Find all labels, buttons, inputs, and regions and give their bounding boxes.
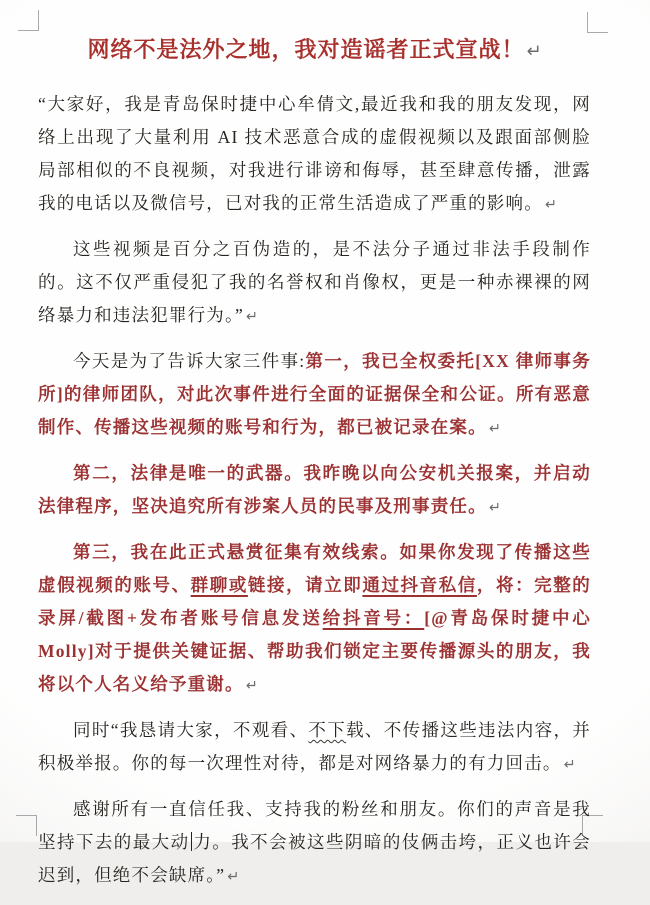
text-segment: ，将：完整的录屏/截图+发布者账号信息发送 <box>38 575 592 628</box>
text-segment: “大家好，我是青岛保时捷中心牟倩文,最近我和我的朋友发现，网络上出现了大量利用 AI 技术恶意合成的虚假视频以及跟面部侧脸局部相似的不良视频，对我进行诽谤和侮辱，甚至肆意传播，泄露我的电话以及微信号，已对我的正常生活造成了严重的影响。 <box>38 94 591 213</box>
text-boundary-mark-bottom-left <box>16 815 37 836</box>
text-segment: 通过抖音私信 <box>362 575 477 595</box>
text-segment: 力。我不会被这些阴暗的伎俩击垮，正义也许会迟到，但绝不会缺席。” <box>38 832 591 885</box>
paragraph-mark-icon: ↵ <box>227 869 240 885</box>
text-segment: 今天是为了告诉大家三件事: <box>73 351 306 371</box>
paragraph-5[interactable] <box>38 536 591 703</box>
text-segment: 第一，我已全权委托[XX 律师事务所]的律师团队，对此次事件进行全面的证据保全和公证。所有恶意制作、传播这些视频的账号和行为，都已被记录在案。 <box>38 351 591 437</box>
paragraph-7[interactable] <box>38 793 591 894</box>
text-segment: 链接，请立即 <box>247 575 363 595</box>
text-boundary-mark-top-right <box>587 12 608 33</box>
text-segment: 第二，法律是唯一的武器。我昨晚以向公安机关报案，并启动法律程序，坚决追究所有涉案人员的民事及刑事责任。 <box>38 463 591 516</box>
text-segment: 同时“我恳请大家，不观看、 <box>73 720 309 740</box>
paragraph-1[interactable] <box>38 88 591 222</box>
text-segment: [@青岛保时捷中心 Molly]对于提供关键证据、帮助我们锁定主要传播源头的朋友，我将以个人名义给予重谢。 <box>38 608 591 694</box>
text-boundary-mark-top-left <box>18 10 39 31</box>
paragraph-6[interactable] <box>38 714 591 782</box>
paragraph-mark-icon: ↵ <box>526 41 542 62</box>
paragraph-mark-icon: ↵ <box>245 309 258 325</box>
paragraph-4[interactable] <box>38 457 591 525</box>
text-area[interactable] <box>38 34 591 905</box>
text-segment: 感谢所有一直信任我、支持我的粉丝和朋友。你们的声音是我坚持下去的最大动 <box>38 799 591 852</box>
text-segment: 载、不传播这些违法内容，并积极举报。你的每一次理性对待，都是对网络暴力的有力回击。 <box>38 720 592 773</box>
document-title <box>38 34 591 68</box>
text-segment: 群聊或 <box>190 575 248 595</box>
paragraphs <box>38 88 591 894</box>
text-segment: 这些视频是百分之百伪造的，是不法分子通过非法手段制作的。这不仅严重侵犯了我的名誉权和肖像权，更是一种赤裸裸的网络暴力和违法犯罪行为。” <box>38 239 591 325</box>
text-segment: 给抖音号： <box>322 608 425 628</box>
paragraph-2[interactable] <box>38 233 591 334</box>
paragraph-3[interactable] <box>38 345 591 446</box>
paragraph-mark-icon: ↵ <box>563 757 576 773</box>
text-segment: 不下 <box>308 720 347 740</box>
paragraph-mark-icon: ↵ <box>488 500 501 516</box>
paragraph-mark-icon: ↵ <box>245 678 258 694</box>
paragraph-mark-icon: ↵ <box>488 421 501 437</box>
paragraph-mark-icon: ↵ <box>544 197 557 213</box>
text-segment: 第三，我在此正式悬赏征集有效线索。如果你发现了传播这些虚假视频的账号、 <box>38 542 591 595</box>
document-title-text: 网络不是法外之地，我对造谣者正式宣战！ <box>87 37 525 62</box>
